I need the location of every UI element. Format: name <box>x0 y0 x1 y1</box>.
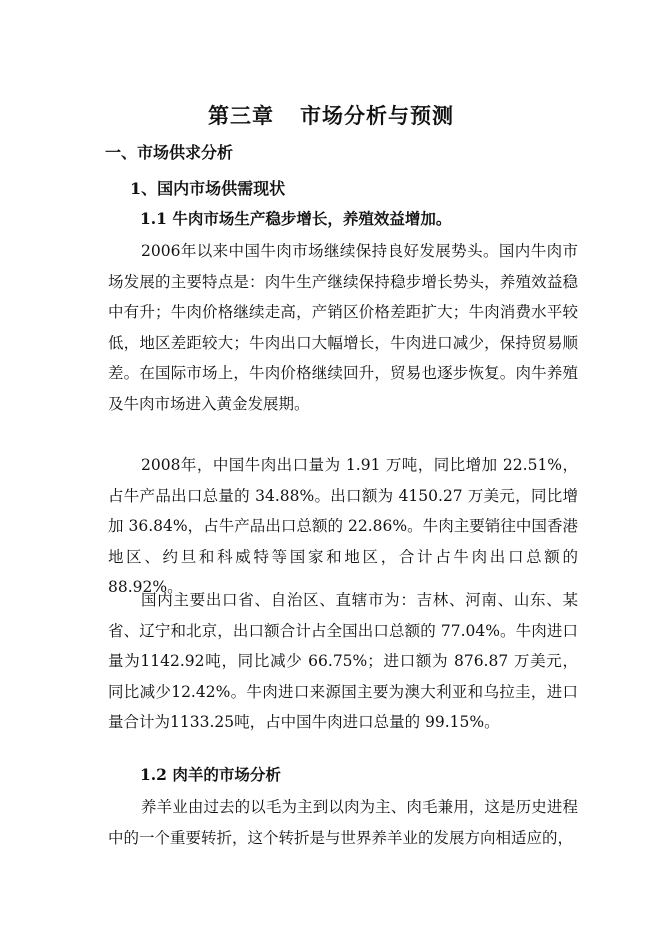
paragraph-beef-export: 2008年，中国牛肉出口量为 1.91 万吨，同比增加 22.51%，占牛产品出口总量的 34.88%。出口额为 4150.27 万美元，同比增加 36.84%，占牛产品出口总额的 22.86%。牛肉主要销往中国香港地区、约旦和科威特等国家和地区，合计占牛肉出口总额的 88.92%。 <box>108 456 578 596</box>
chapter-name: 市场分析与预测 <box>300 103 454 128</box>
paragraph-beef-trend: 2006年以来中国牛肉市场继续保持良好发展势头。国内牛肉市场发展的主要特点是：肉牛生产继续保持稳步增长势头，养殖效益稳中有升；牛肉价格继续走高，产销区价格差距扩大；牛肉消费水平较低，地区差距较大；牛肉出口大幅增长，牛肉进口减少，保持贸易顺差。在国际市场上，牛肉价格继续回升，贸易也逐步恢复。肉牛养殖及牛肉市场进入黄金发展期。 <box>108 242 578 413</box>
paragraph-beef-provinces-import: 国内主要出口省、自治区、直辖市为：吉林、河南、山东、某省、辽宁和北京，出口额合计占全国出口总额的 77.04%。牛肉进口量为1142.92吨，同比减少 66.75%；进口额为 876.87 万美元，同比减少12.42%。牛肉进口来源国主要为澳大利亚和乌拉圭，进口量合计为1133.25吨，占中国牛肉进口总量的 99.15%。 <box>108 591 578 731</box>
paragraph-sheep-industry: 养羊业由过去的以毛为主到以肉为主、肉毛兼用，这是历史进程中的一个重要转折，这个转折是与世界养羊业的发展方向相适应的， <box>108 798 578 847</box>
item-heading-mutton-market: 1.2 肉羊的市场分析 <box>140 765 281 784</box>
chapter-number: 第三章 <box>208 103 274 128</box>
section-heading-market-supply-demand: 一、市场供求分析 <box>105 143 234 162</box>
item-heading-beef-market: 1.1 牛肉市场生产稳步增长，养殖效益增加。 <box>140 209 452 228</box>
chapter-title <box>0 100 662 130</box>
subsection-heading-domestic-market: 1、国内市场供需现状 <box>130 179 286 198</box>
